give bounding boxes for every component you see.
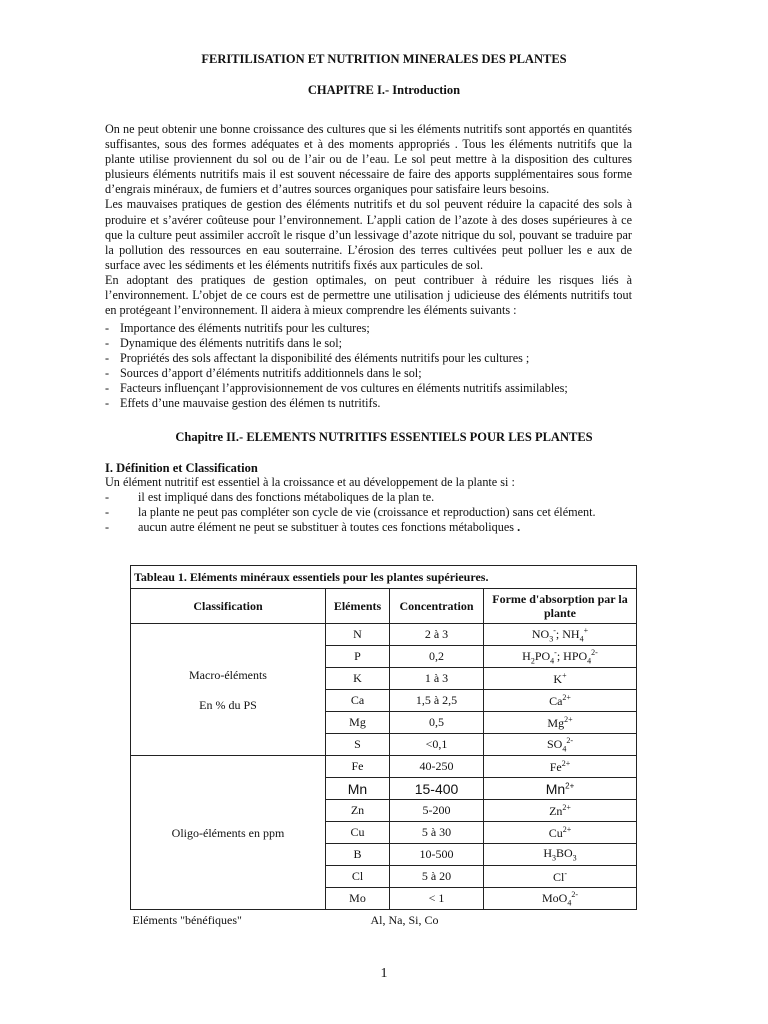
- forme-cell: $Fe^{2+}$: [484, 756, 637, 778]
- forme-cell: $H_3BO_3$: [484, 844, 637, 866]
- topics-list: [105, 321, 645, 412]
- concentration-cell: 5-200: [390, 800, 484, 822]
- concentration-cell: 5 à 20: [390, 866, 484, 888]
- element-cell: Ca: [326, 690, 390, 712]
- forme-cell: $NO_3^-$; $NH_4^+$: [484, 624, 637, 646]
- concentration-cell: 0,2: [390, 646, 484, 668]
- intro-paragraph: [105, 122, 632, 318]
- concentration-cell: 40-250: [390, 756, 484, 778]
- element-cell: Cu: [326, 822, 390, 844]
- element-cell: Mn: [326, 778, 390, 800]
- criteria-suffix: .: [514, 520, 521, 535]
- header-forme: Forme d'absorption par la plante: [484, 589, 637, 624]
- forme-cell: $SO_4^{2-}$: [484, 734, 637, 756]
- header-concentration: Concentration: [390, 589, 484, 624]
- criteria-list: [105, 490, 645, 535]
- benefiques-value: Al, Na, Si, Co: [326, 910, 484, 931]
- list-item: - Dynamique des éléments nutritifs dans le sol;: [105, 336, 645, 351]
- macro-group-label: [131, 624, 326, 756]
- chapter2-title: Chapitre II.- ELEMENTS NUTRITIFS ESSENTIELS POUR LES PLANTES: [175, 430, 593, 444]
- list-item: - Importance des éléments nutritifs pour les cultures;: [105, 321, 645, 336]
- paragraph-2: Les mauvaises pratiques de gestion des éléments nutritifs et du sol peuvent réduire la capacité des sols à produire et s’avérer coûteuse pour l’environnement. L’appli cation de l’azote à des doses supérieures à ce que la culture peut assimiler accroît le risque d’un lessivage d’azote nitrique du sol, pouvant se traduire par la pollution des ressources en eau souterraine. L’érosion des terres cultivées peut polluer les e aux de surface avec les sédiments et les éléments nutritifs fixés aux particules de sol.: [105, 197, 632, 272]
- forme-cell: MoO$_4^{2-}$: [484, 888, 637, 910]
- section1-title: I. Définition et Classification: [105, 461, 258, 475]
- forme-cell: Cl-: [484, 866, 637, 888]
- header-elements: Eléments: [326, 589, 390, 624]
- list-item: - Propriétés des sols affectant la disponibilité des éléments nutritifs pour les cultures ;: [105, 351, 645, 366]
- criteria-text: aucun autre élément ne peut se substituer à toutes ces fonctions métaboliques: [138, 520, 515, 535]
- header-classification: Classification: [131, 589, 326, 624]
- main-title: FERITILISATION ET NUTRITION MINERALES DES PLANTES: [201, 52, 567, 66]
- element-cell: Mg: [326, 712, 390, 734]
- concentration-cell: <0,1: [390, 734, 484, 756]
- forme-cell: K+: [484, 668, 637, 690]
- table-caption: Tableau 1. Eléments minéraux essentiels pour les plantes supérieures.: [131, 566, 637, 589]
- table-header-row: [131, 589, 637, 624]
- benefiques-empty: [484, 910, 637, 931]
- page-number: 1: [380, 966, 388, 981]
- concentration-cell: 1 à 3: [390, 668, 484, 690]
- concentration-cell: 15-400: [390, 778, 484, 800]
- concentration-cell: 10-500: [390, 844, 484, 866]
- element-cell: Fe: [326, 756, 390, 778]
- element-cell: B: [326, 844, 390, 866]
- table-row: [131, 624, 637, 646]
- forme-cell: $Mg^{2+}$: [484, 712, 637, 734]
- list-item: - la plante ne peut pas compléter son cycle de vie (croissance et reproduction) sans cet élément.: [105, 505, 645, 520]
- benefiques-label: Eléments "bénéfiques": [131, 910, 326, 931]
- section1-intro: Un élément nutritif est essentiel à la croissance et au développement de la plante si :: [105, 475, 515, 489]
- macro-label: Macro-éléments: [189, 667, 267, 682]
- table-row-benefiques: [131, 910, 637, 931]
- elements-table: [130, 565, 637, 930]
- forme-cell: $H_2PO_4^-$; $HPO_4^{2-}$: [484, 646, 637, 668]
- table-row: [131, 756, 637, 778]
- list-item: [105, 520, 645, 535]
- concentration-cell: < 1: [390, 888, 484, 910]
- intro-text: On ne peut obtenir une bonne croissance des cultures que si les éléments nutritifs sont apportés en quantités suffisantes, sous des formes adéquates et à des moments appropriés . Tous les éléments nutritifs que la plante utilise proviennent du sol ou de l’air ou de l’eau. Le sol peut mettre à la disposition des cultures plusieurs éléments nutritifs mais il est souvent nécessaire de faire des apports supplémentaires sous forme d’engrais minéraux, de fumiers et d’autres sources organiques pour satisfaire leurs besoins.: [105, 122, 632, 197]
- oligo-group-label: Oligo-éléments en ppm: [131, 756, 326, 910]
- macro-unit: En % du PS: [199, 697, 257, 712]
- paragraph-3: En adoptant des pratiques de gestion optimales, on peut contribuer à réduire les risques liés à l’environnement. L’objet de ce cours est de permettre une utilisation j udicieuse des éléments nutritifs tout en protégeant l’environnement. Il aidera à mieux comprendre les éléments suivants :: [105, 272, 632, 318]
- element-cell: Zn: [326, 800, 390, 822]
- element-cell: Cl: [326, 866, 390, 888]
- element-cell: N: [326, 624, 390, 646]
- forme-cell: $Cu^{2+}$: [484, 822, 637, 844]
- list-item: - Facteurs influençant l’approvisionnement de vos cultures en éléments nutritifs assimilables;: [105, 381, 645, 396]
- list-item: - Effets d’une mauvaise gestion des élémen ts nutritifs.: [105, 396, 645, 411]
- list-item: - il est impliqué dans des fonctions métaboliques de la plan te.: [105, 490, 645, 505]
- chapter1-title: CHAPITRE I.- Introduction: [307, 83, 461, 97]
- element-cell: P: [326, 646, 390, 668]
- concentration-cell: 2 à 3: [390, 624, 484, 646]
- forme-cell: $Zn^{2+}$: [484, 800, 637, 822]
- forme-cell: $Ca^{2+}$: [484, 690, 637, 712]
- concentration-cell: 1,5 à 2,5: [390, 690, 484, 712]
- element-cell: K: [326, 668, 390, 690]
- concentration-cell: 0,5: [390, 712, 484, 734]
- concentration-cell: 5 à 30: [390, 822, 484, 844]
- list-item: - Sources d’apport d’éléments nutritifs additionnels dans le sol;: [105, 366, 645, 381]
- forme-cell: $Mn^{2+}$: [484, 778, 637, 800]
- element-cell: Mo: [326, 888, 390, 910]
- element-cell: S: [326, 734, 390, 756]
